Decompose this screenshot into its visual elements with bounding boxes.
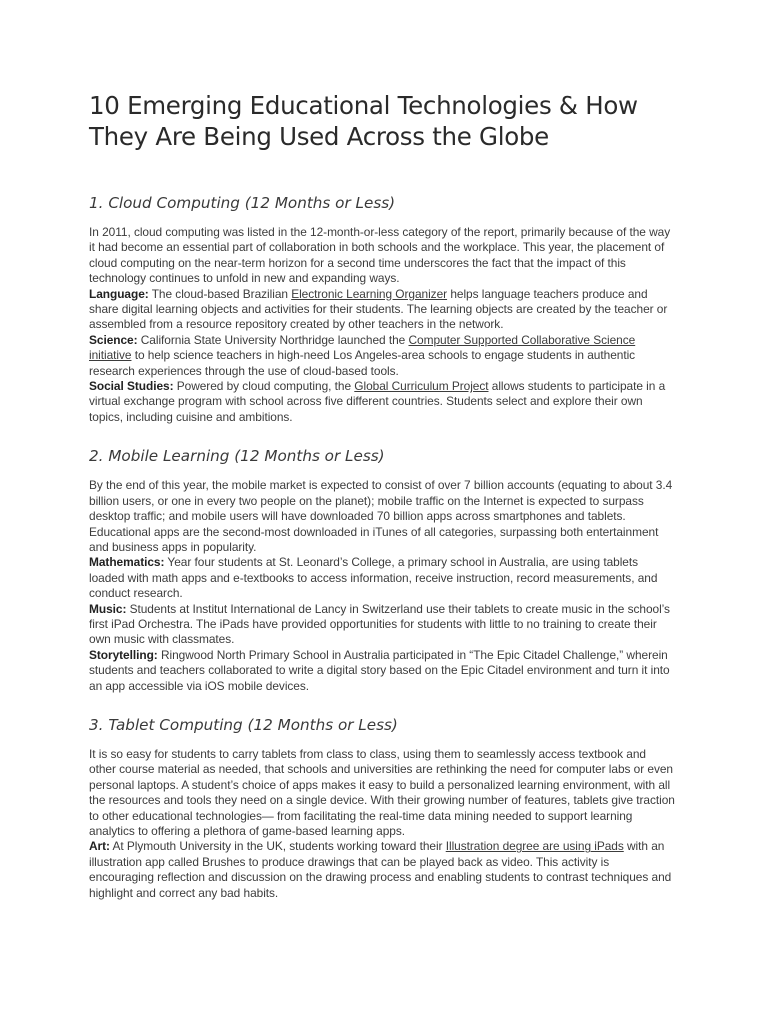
example-language [89, 287, 676, 333]
example-text: with an illustration app called Brushes to produce drawings that can be played back as video. This activity is encouraging reflection and discussion on the drawing process and enabling students to contrast techniques and highlight and correct any bad habits. [89, 839, 672, 900]
example-text: Students at Institut International de Lancy in Switzerland use their tablets to create music in the school’s first iPad Orchestra. The iPads have provided opportunities for students with little to no training to create their own music with classmates. [89, 601, 670, 647]
example-label: Art: [89, 839, 110, 854]
example-label: Science: [89, 332, 138, 347]
page-title: 10 Emerging Educational Technologies & How They Are Being Used Across the Globe [89, 91, 638, 151]
section-intro: It is so easy for students to carry tablets from class to class, using them to seamlessly access textbook and other course material as needed, that schools and universities are rethinking the need for computer labs or even personal laptops. A student’s choice of apps makes it easy to build a personalized learning environment, with all the resources and tools they need on a single device. With their growing number of features, tablets give traction to other educational technologies— from facilitating the real-time data mining needed to support learning analytics to offering a plethora of game-based learning apps. [89, 746, 675, 838]
section-intro: By the end of this year, the mobile market is expected to consist of over 7 billion accounts (equating to about 3.4 billion users, or one in every two people on the planet); mobile traffic on the Internet is expected to surpass desktop traffic; and mobile users will have downloaded 70 billion apps across smartphones and tablets. Educational apps are the second-most downloaded in iTunes of all categories, surpassing both entertainment and business apps in popularity. [89, 478, 673, 554]
section-cloud-computing [89, 193, 676, 425]
electronic-learning-organizer-link[interactable]: Electronic Learning Organizer [291, 286, 448, 301]
example-text: The cloud-based Brazilian [148, 286, 292, 301]
example-text: helps language teachers produce and share digital learning objects and activities for their students. The learning objects are created by the teacher or assembled from a resource repository created by other teachers in the network. [89, 286, 668, 332]
section-mobile-learning [89, 446, 676, 694]
example-mathematics [89, 555, 676, 601]
example-text: Year four students at St. Leonard’s College, a primary school in Australia, are using tablets loaded with math apps and e-textbooks to access information, receive instruction, record measurements, and conduct research. [89, 555, 658, 601]
example-text: Powered by cloud computing, the [173, 379, 355, 394]
example-music [89, 602, 676, 648]
illustration-degree-link[interactable]: Illustration degree are using iPads [445, 839, 624, 854]
example-text: Ringwood North Primary School in Australia participated in “The Epic Citadel Challenge,” wherein students and teachers collaborated to write a digital story based on the Epic Citadel environment and turn it into an app accessible via iOS mobile devices. [89, 647, 670, 693]
global-curriculum-project-link[interactable]: Global Curriculum Project [354, 379, 489, 394]
example-label: Storytelling: [89, 647, 158, 662]
section-heading: 2. Mobile Learning (12 Months or Less) [89, 447, 385, 466]
example-science [89, 333, 676, 379]
example-label: Language: [89, 286, 149, 301]
example-label: Music: [89, 601, 127, 616]
example-label: Social Studies: [89, 379, 174, 394]
example-art [89, 839, 676, 901]
example-text: allows students to participate in a virtual exchange program with school across five different countries. Students select and explore their own topics, including cuisine and ambitions. [89, 379, 666, 424]
collaborative-science-initiative-link[interactable]: Computer Supported Collaborative Science initiative [89, 332, 636, 363]
example-label: Mathematics: [89, 555, 165, 570]
section-heading: 3. Tablet Computing (12 Months or Less) [89, 715, 398, 734]
example-text: to help science teachers in high-need Los Angeles-area schools to engage students in authentic research experiences through the use of cloud-based tools. [89, 348, 636, 378]
example-text: California State University Northridge launched the [137, 332, 409, 347]
section-heading: 1. Cloud Computing (12 Months or Less) [89, 194, 396, 212]
example-social-studies [89, 379, 676, 425]
example-text: At Plymouth University in the UK, students working toward their [109, 839, 446, 854]
section-tablet-computing [89, 715, 676, 901]
section-intro: In 2011, cloud computing was listed in the 12-month-or-less category of the report, primarily because of the way it had become an essential part of collaboration in both schools and the workplace. This year, the placement of cloud computing on the near-term horizon for a second time underscores the fact that the impact of this technology continues to unfold in new and expanding ways. [89, 225, 671, 286]
example-storytelling [89, 648, 676, 694]
